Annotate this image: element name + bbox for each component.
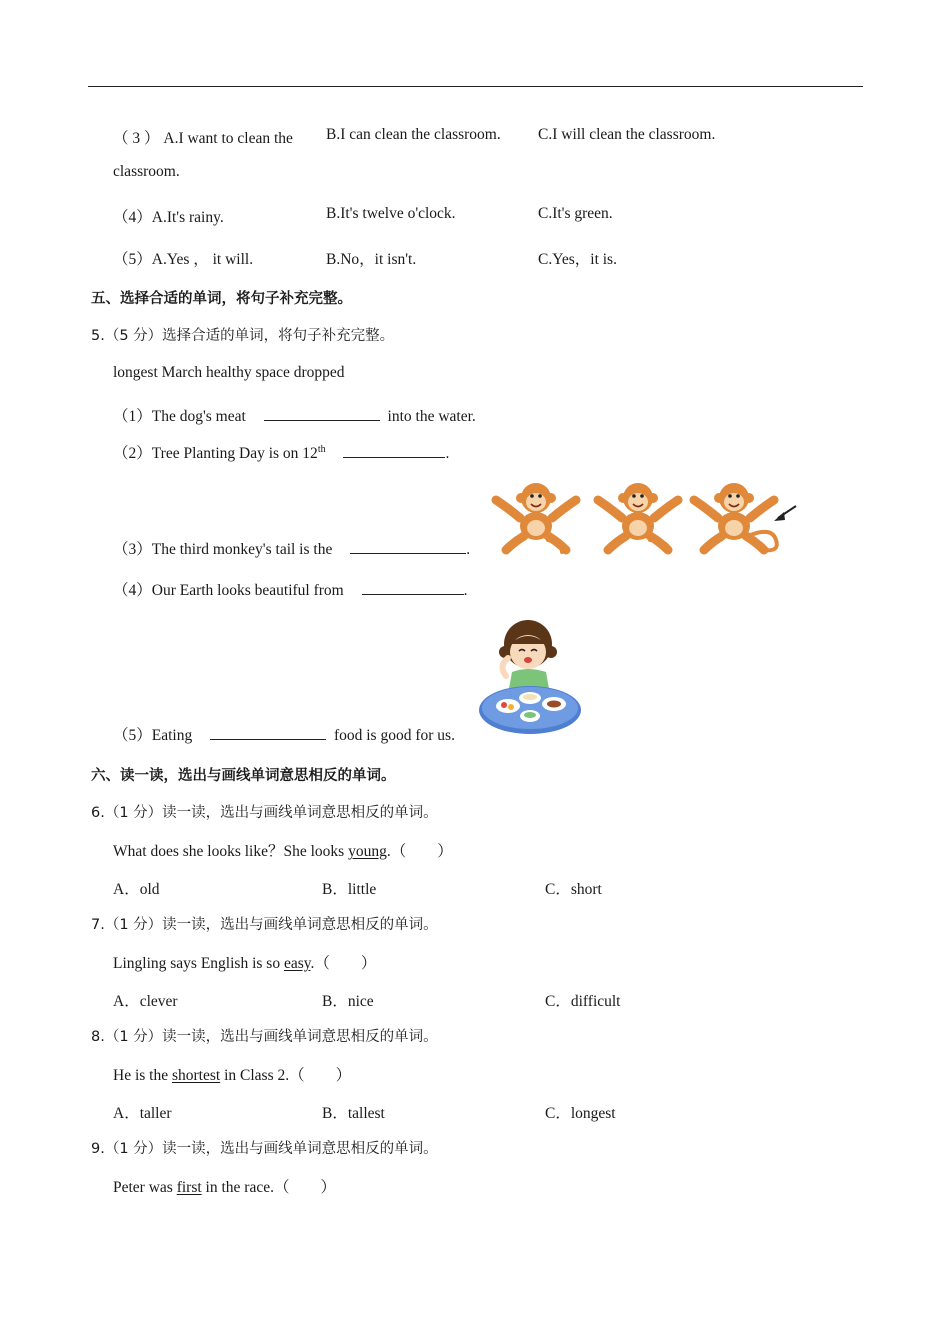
fill-item-2-after: . <box>445 445 450 462</box>
fill-item-2-sup: th <box>317 443 326 455</box>
fill-blank-1[interactable] <box>264 406 380 421</box>
q6-option-c[interactable]: C．short <box>545 881 602 898</box>
fill-blank-2[interactable] <box>343 443 445 458</box>
fill-item-3-after: . <box>466 541 471 558</box>
fill-item-2-text: （2）Tree Planting Day is on 12 <box>113 445 318 462</box>
fill-item-4-after: . <box>463 582 468 599</box>
food-table <box>479 686 581 734</box>
q4-item3-option-a-continued: classroom. <box>113 163 180 180</box>
fill-blank-4[interactable] <box>362 580 464 595</box>
q9-pre: Peter was <box>113 1179 177 1196</box>
section6-heading: 六、读一读，选出与画线单词意思相反的单词。 <box>91 768 396 784</box>
q6-option-b[interactable]: B．little <box>322 881 377 898</box>
fill-item-2 <box>113 441 449 463</box>
section5-question-title: 5.（5 分）选择合适的单词，将句子补充完整。 <box>91 328 395 344</box>
q8-option-b[interactable]: B．tallest <box>322 1105 385 1122</box>
q4-item4-option-a: （4）A.It's rainy. <box>113 209 224 226</box>
fill-blank-5[interactable] <box>210 725 326 740</box>
q7-underlined-word: easy <box>283 955 311 972</box>
q7-pre: Lingling says English is so <box>113 955 284 972</box>
q7-title: 7.（1 分）读一读，选出与画线单词意思相反的单词。 <box>91 917 438 933</box>
fill-blank-3[interactable] <box>350 539 466 554</box>
monkey-1 <box>496 483 576 552</box>
q4-item4-option-c: C.It's green. <box>538 205 613 222</box>
q7-option-a[interactable]: A．clever <box>113 993 178 1010</box>
girl-eating-illustration <box>476 614 584 740</box>
q4-item3-option-a: （ 3 ） A.I want to clean the <box>113 130 293 147</box>
fill-item-5-text: （5）Eating <box>113 727 193 744</box>
q4-item3-option-b: B.I can clean the classroom. <box>326 126 501 143</box>
fill-item-5 <box>113 723 455 745</box>
arrow-icon <box>774 506 796 521</box>
q4-item3-option-c: C.I will clean the classroom. <box>538 126 716 143</box>
q9-title: 9.（1 分）读一读，选出与画线单词意思相反的单词。 <box>91 1141 438 1157</box>
fill-item-4 <box>113 578 467 600</box>
q9-sentence <box>113 1175 336 1197</box>
fill-item-1 <box>113 404 476 426</box>
q6-title: 6.（1 分）读一读，选出与画线单词意思相反的单词。 <box>91 805 438 821</box>
q4-item5-option-b: B.No，it isn't. <box>326 251 417 268</box>
q6-underlined-word: young <box>348 843 387 860</box>
q7-option-b[interactable]: B．nice <box>322 993 374 1010</box>
q8-underlined-word: shortest <box>171 1067 221 1084</box>
monkey-3 <box>694 483 777 550</box>
three-monkeys-illustration <box>494 478 800 554</box>
q7-option-c[interactable]: C．difficult <box>545 993 621 1010</box>
q8-pre: He is the <box>113 1067 172 1084</box>
q8-option-a[interactable]: A．taller <box>113 1105 172 1122</box>
q9-post: in the race.（ ） <box>201 1179 336 1196</box>
q7-sentence <box>113 951 376 973</box>
q8-title: 8.（1 分）读一读，选出与画线单词意思相反的单词。 <box>91 1029 438 1045</box>
monkey-2 <box>598 483 678 550</box>
q4-item5-option-a: （5）A.Yes ， it will. <box>113 251 254 268</box>
girl <box>499 620 557 694</box>
fill-item-4-text: （4）Our Earth looks beautiful from <box>113 582 344 599</box>
fill-item-3 <box>113 537 470 559</box>
fill-item-1-after: into the water. <box>387 408 476 425</box>
q4-item4-option-b: B.It's twelve o'clock. <box>326 205 456 222</box>
q6-pre: What does she looks like？She looks <box>113 843 349 860</box>
word-bank: longest March healthy space dropped <box>113 364 345 381</box>
fill-item-3-text: （3）The third monkey's tail is the <box>113 541 333 558</box>
q6-post: .（ ） <box>386 843 453 860</box>
q9-underlined-word: first <box>176 1179 202 1196</box>
fill-item-5-after: food is good for us. <box>333 727 455 744</box>
q8-sentence <box>113 1063 351 1085</box>
q6-sentence <box>113 839 453 861</box>
q8-option-c[interactable]: C．longest <box>545 1105 616 1122</box>
q6-option-a[interactable]: A．old <box>113 881 160 898</box>
q7-post: .（ ） <box>310 955 377 972</box>
fill-item-1-text: （1）The dog's meat <box>113 408 246 425</box>
section5-heading: 五、选择合适的单词，将句子补充完整。 <box>91 291 352 307</box>
q8-post: in Class 2.（ ） <box>220 1067 352 1084</box>
q4-item5-option-c: C.Yes，it is. <box>538 251 617 268</box>
header-rule <box>88 86 863 87</box>
